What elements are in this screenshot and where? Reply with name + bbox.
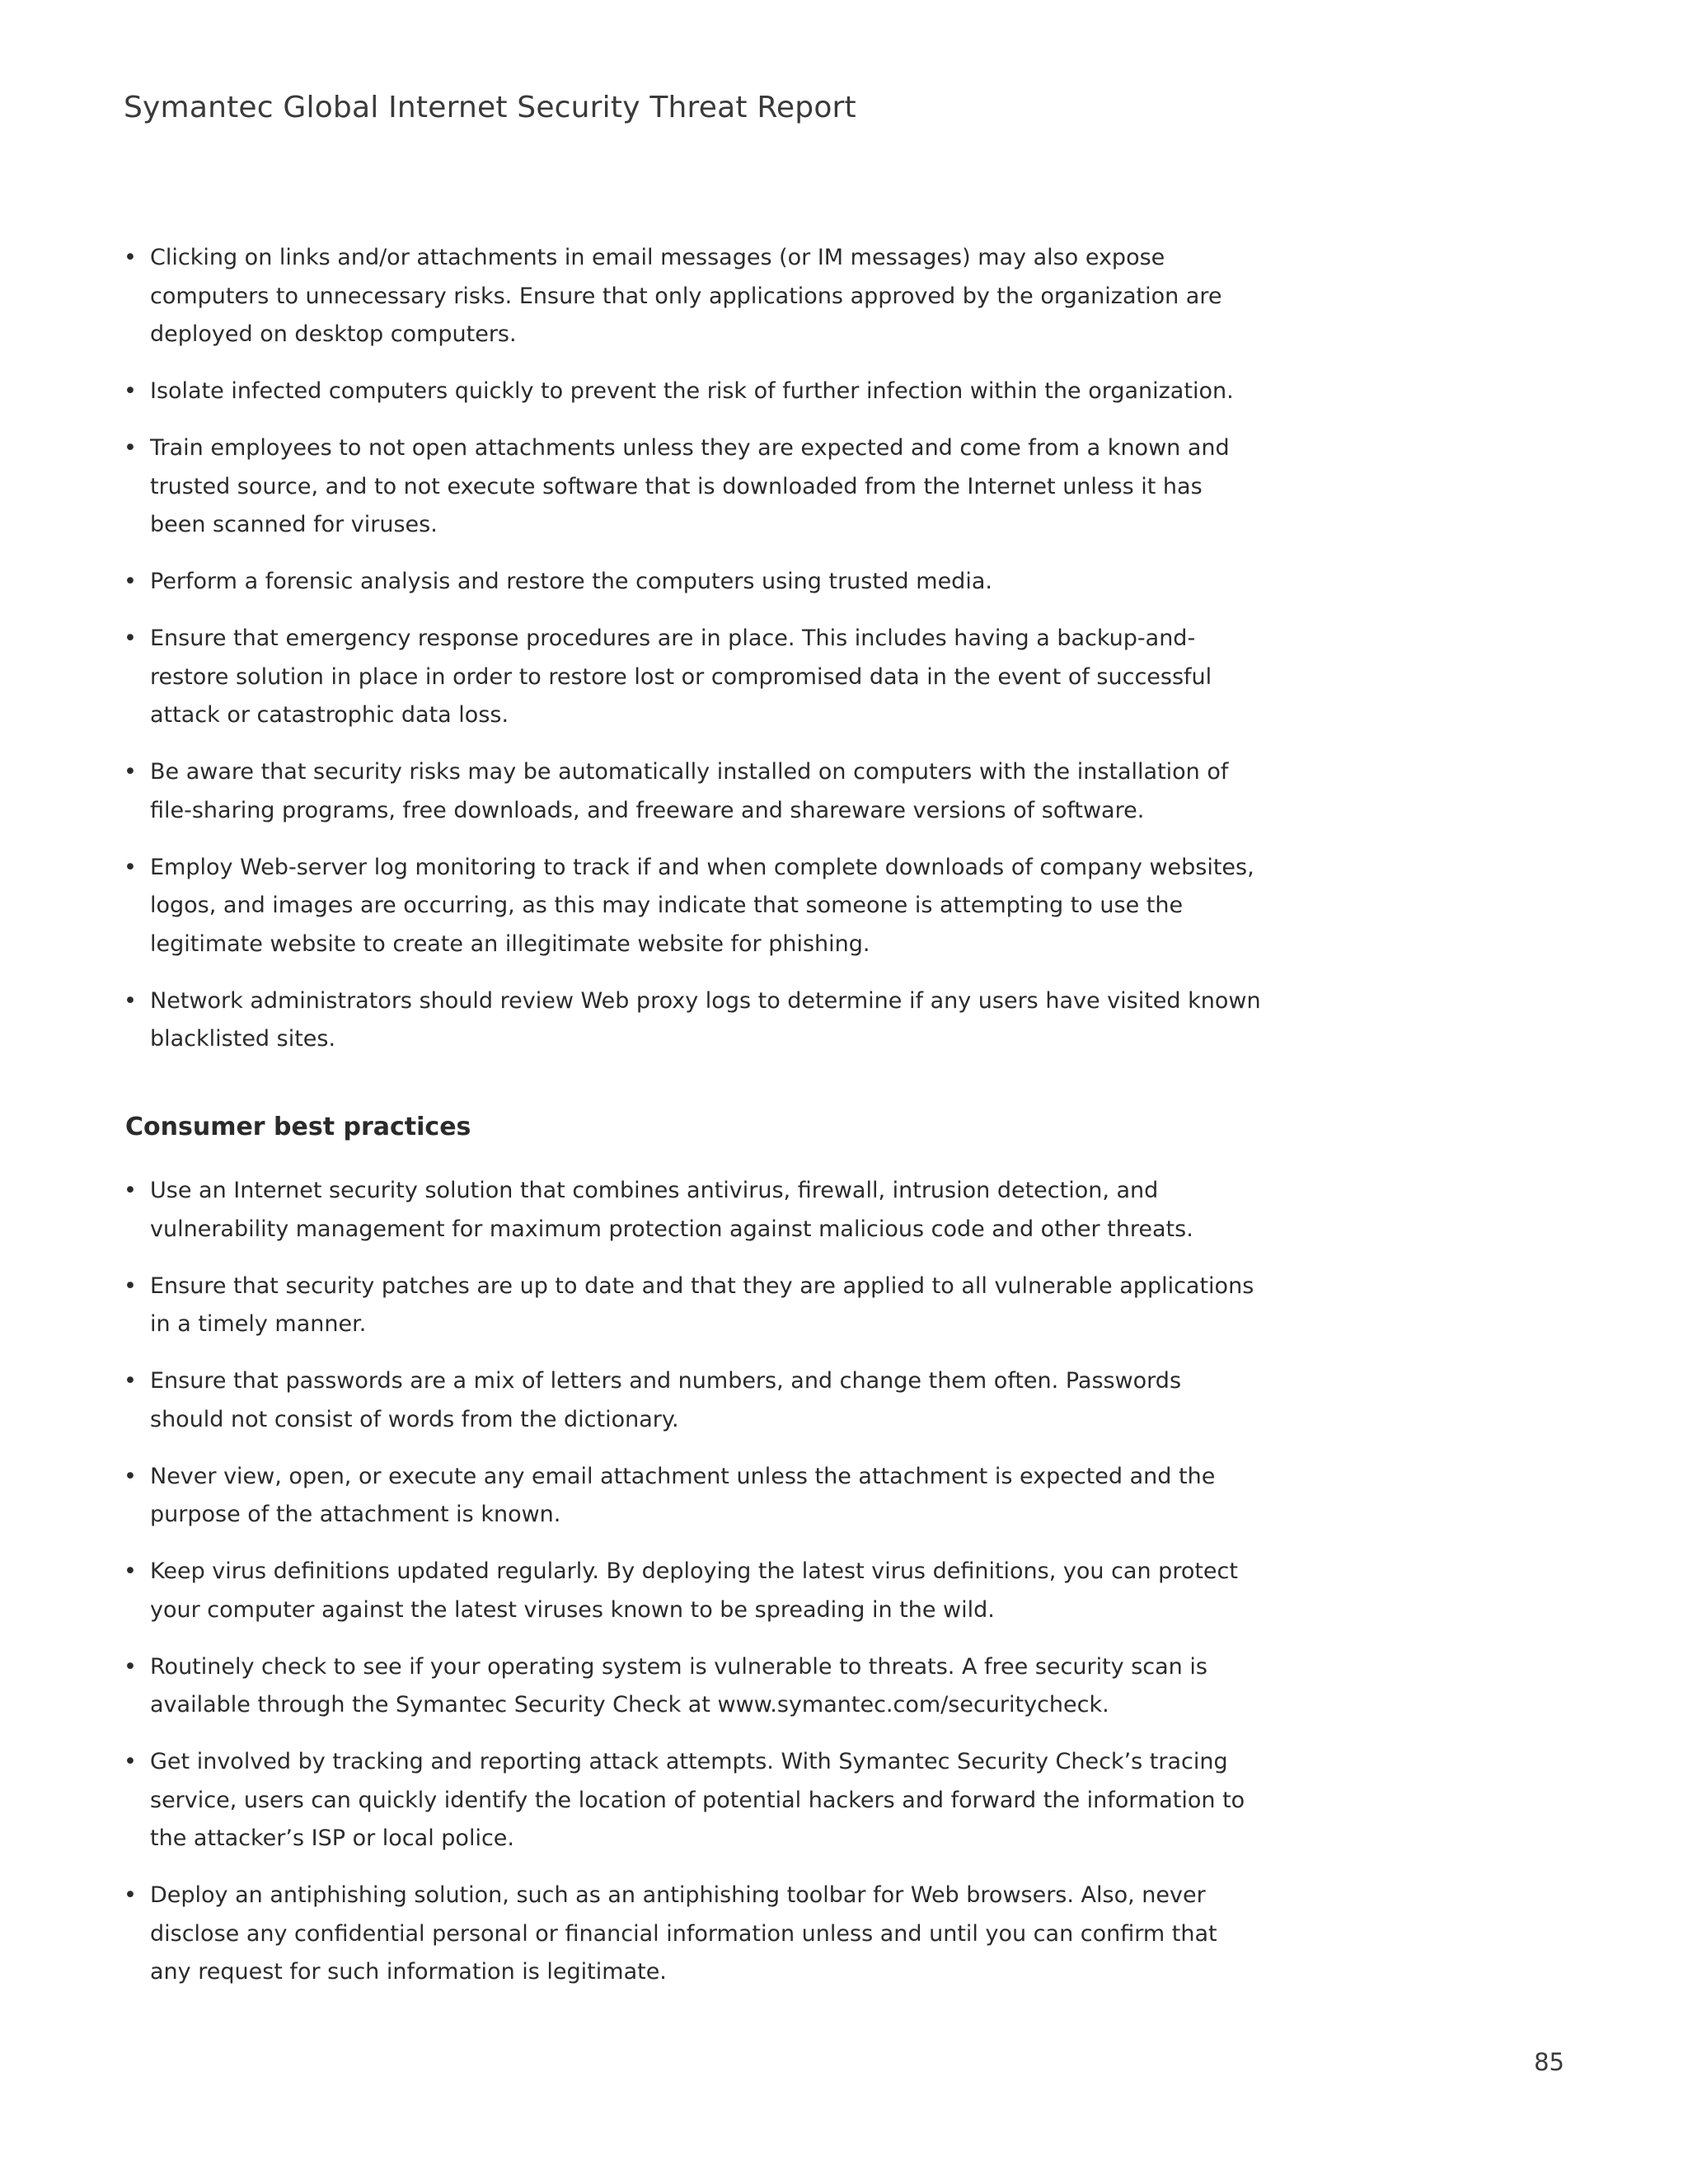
list-item: • Never view, open, or execute any email attachment unless the attachment is expected and the purpose of the attachment is known. — [124, 1458, 1261, 1535]
list-item: • Get involved by tracking and reporting attack attempts. With Symantec Security Check’s tracing service, users can quickly identify the location of potential hackers and forward the information to the attacker’s ISP or local police. — [124, 1743, 1261, 1858]
list-item: • Deploy an antiphishing solution, such as an antiphishing toolbar for Web browsers. Also, never disclose any confidential personal or financial information unless and until you can confirm that any request for such information is legitimate. — [124, 1877, 1261, 1992]
list-item: • Clicking on links and/or attachments in email messages (or IM messages) may also expose computers to unnecessary risks. Ensure that only applications approved by the organization are deployed on desktop computers. — [124, 239, 1261, 354]
list-item: • Perform a forensic analysis and restore the computers using trusted media. — [124, 563, 1261, 602]
report-title: Symantec Global Internet Security Threat Report — [124, 91, 856, 124]
list-item: • Ensure that passwords are a mix of letters and numbers, and change them often. Passwords should not consist of words from the dictionary. — [124, 1362, 1261, 1439]
list-item: • Ensure that emergency response procedures are in place. This includes having a backup-and-restore solution in place in order to restore lost or compromised data in the event of successful attack or catastrophic data loss. — [124, 620, 1261, 735]
list-item: • Use an Internet security solution that combines antivirus, firewall, intrusion detection, and vulnerability management for maximum protection against malicious code and other threats. — [124, 1172, 1261, 1249]
consumer-best-practices-list — [124, 1172, 1261, 2010]
enterprise-best-practices-list — [124, 239, 1261, 1077]
list-item: • Employ Web-server log monitoring to track if and when complete downloads of company websites, logos, and images are occurring, as this may indicate that someone is attempting to use the legitimate website to create an illegitimate website for phishing. — [124, 849, 1261, 964]
consumer-best-practices-heading: Consumer best practices — [125, 1113, 471, 1141]
list-item: • Ensure that security patches are up to date and that they are applied to all vulnerable applications in a timely manner. — [124, 1268, 1261, 1344]
list-item: • Keep virus definitions updated regularly. By deploying the latest virus definitions, you can protect your computer against the latest viruses known to be spreading in the wild. — [124, 1553, 1261, 1629]
list-item: • Train employees to not open attachments unless they are expected and come from a known and trusted source, and to not execute software that is downloaded from the Internet unless it has been scanned for viruses. — [124, 429, 1261, 545]
list-item: • Isolate infected computers quickly to prevent the risk of further infection within the organization. — [124, 373, 1261, 411]
page-number: 85 — [1534, 2048, 1564, 2076]
list-item: • Network administrators should review Web proxy logs to determine if any users have visited known blacklisted sites. — [124, 982, 1261, 1059]
list-item: • Routinely check to see if your operating system is vulnerable to threats. A free security scan is available through the Symantec Security Check at www.symantec.com/securitycheck. — [124, 1648, 1261, 1725]
list-item: • Be aware that security risks may be automatically installed on computers with the installation of file-sharing programs, free downloads, and freeware and shareware versions of software. — [124, 753, 1261, 830]
